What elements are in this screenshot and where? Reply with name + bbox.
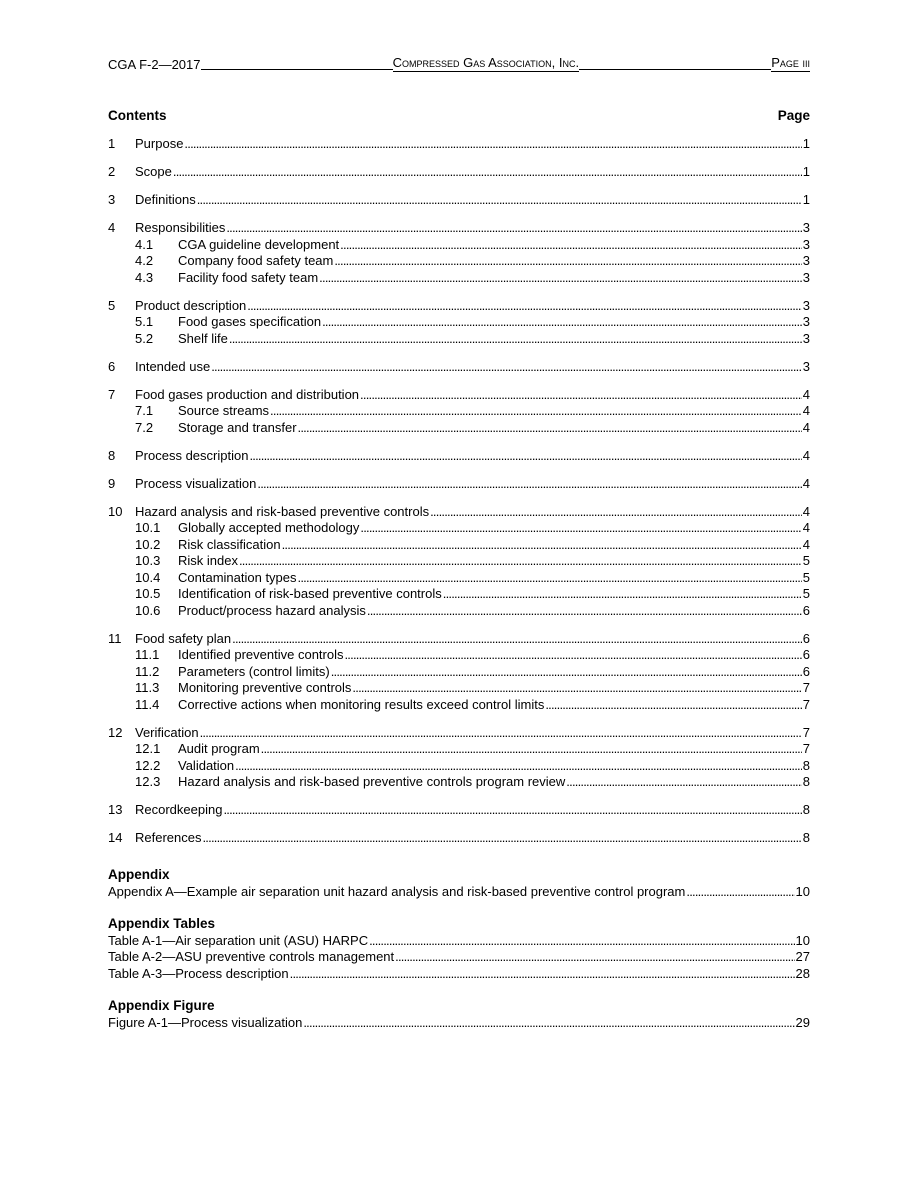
entry-page-number: 8	[802, 757, 810, 773]
dot-leader	[344, 647, 801, 664]
entry-page-number: 4	[802, 520, 810, 535]
entry-page-number: 4	[802, 403, 810, 418]
entry-title[interactable]: Table A-2—ASU preventive controls management	[108, 949, 395, 964]
entry-title[interactable]: Verification	[135, 724, 199, 740]
dot-leader	[184, 136, 801, 153]
dot-leader	[211, 359, 802, 376]
entry-page-number: 10	[795, 932, 810, 948]
entry-number: 11	[108, 630, 122, 646]
toc-entry[interactable]	[108, 949, 810, 966]
dot-leader	[232, 631, 802, 648]
entry-title[interactable]: Globally accepted methodology	[178, 520, 360, 535]
dot-leader	[303, 1015, 794, 1032]
entry-page-number: 4	[802, 386, 810, 402]
entry-title[interactable]: Risk classification	[178, 536, 281, 552]
entry-title[interactable]: Food gases production and distribution	[135, 386, 360, 402]
entry-title[interactable]: Source streams	[178, 403, 270, 418]
appendix-heading: Appendix Tables	[108, 916, 216, 931]
toc-entry[interactable]	[108, 298, 810, 315]
entry-title[interactable]: Company food safety team	[178, 253, 334, 268]
entry-title[interactable]: Storage and transfer	[178, 419, 297, 435]
entry-number: 1	[108, 136, 116, 151]
entry-page-number: 29	[795, 1014, 810, 1030]
toc-entry[interactable]	[108, 1015, 810, 1032]
entry-number: 7.2	[135, 419, 154, 435]
entry-page-number: 6	[802, 602, 810, 618]
header-rule	[201, 69, 393, 70]
entry-page-number: 3	[802, 330, 810, 346]
entry-title[interactable]: Parameters (control limits)	[178, 663, 330, 679]
entry-title[interactable]: Contamination types	[178, 569, 297, 585]
toc-section-group	[108, 476, 810, 493]
entry-page-number: 7	[802, 696, 810, 712]
toc-section-group	[108, 136, 810, 153]
dot-leader	[261, 741, 802, 758]
entry-page-number: 3	[802, 314, 810, 329]
toc-section-group	[108, 725, 810, 791]
toc-subentry[interactable]	[108, 741, 810, 758]
appendix-heading: Appendix	[108, 867, 170, 882]
toc-entry[interactable]	[108, 387, 810, 404]
toc-section-group	[108, 298, 810, 348]
toc-subentry[interactable]	[108, 331, 810, 348]
toc-subentry[interactable]	[108, 680, 810, 697]
dot-leader	[298, 570, 802, 587]
entry-title[interactable]: Process visualization	[135, 475, 257, 491]
toc-subentry[interactable]	[108, 553, 810, 570]
entry-number: 7.1	[135, 403, 154, 418]
entry-page-number: 7	[802, 680, 810, 695]
entry-title[interactable]: Facility food safety team	[178, 269, 319, 285]
entry-number: 12.2	[135, 757, 161, 773]
entry-title[interactable]: Table A-3—Process description	[108, 965, 289, 981]
toc-entry[interactable]	[108, 448, 810, 465]
toc-entry[interactable]	[108, 830, 810, 847]
header-page-number: Page iii	[771, 55, 810, 70]
dot-leader	[202, 830, 801, 847]
entry-number: 11.1	[135, 647, 160, 662]
appendix-section	[108, 867, 810, 900]
contents-title: Contents	[108, 108, 167, 123]
entry-number: 11.4	[135, 696, 160, 712]
toc-section-group	[108, 504, 810, 620]
header-publisher: Compressed Gas Association, Inc.	[392, 55, 580, 70]
toc-section-group	[108, 802, 810, 819]
entry-page-number: 6	[802, 630, 810, 646]
entry-title[interactable]: Audit program	[178, 741, 260, 756]
toc-subentry[interactable]	[108, 586, 810, 603]
toc-section-group	[108, 631, 810, 714]
entry-page-number: 4	[802, 475, 810, 491]
toc-subentry[interactable]	[108, 270, 810, 287]
entry-number: 7	[108, 386, 116, 402]
header-document-id: CGA F-2—2017	[108, 57, 201, 72]
toc-entry[interactable]	[108, 359, 810, 376]
entry-page-number: 5	[802, 553, 810, 568]
entry-page-number: 27	[795, 949, 810, 964]
toc-entry[interactable]	[108, 504, 810, 521]
toc-entry[interactable]	[108, 164, 810, 181]
entry-title[interactable]: Recordkeeping	[135, 802, 223, 817]
toc-entry[interactable]	[108, 476, 810, 493]
entry-page-number: 6	[802, 663, 810, 679]
entry-page-number: 5	[802, 569, 810, 585]
toc-entry[interactable]	[108, 220, 810, 237]
running-header	[108, 54, 810, 72]
entry-title[interactable]: Corrective actions when monitoring results exceed control limits	[178, 696, 545, 712]
dot-leader	[290, 966, 795, 983]
entry-number: 10.1	[135, 520, 161, 535]
entry-number: 12	[108, 724, 123, 740]
entry-page-number: 3	[802, 253, 810, 268]
entry-title[interactable]: CGA guideline development	[178, 236, 340, 252]
dot-leader	[322, 314, 802, 331]
entry-title[interactable]: Figure A-1—Process visualization	[108, 1014, 303, 1030]
entry-number: 9	[108, 475, 116, 491]
toc-section-group	[108, 830, 810, 847]
entry-page-number: 7	[802, 724, 810, 740]
header-rule	[579, 69, 771, 70]
entry-page-number: 3	[802, 358, 810, 374]
toc-section-group	[108, 448, 810, 465]
toc-section-group	[108, 164, 810, 181]
entry-number: 10.3	[135, 553, 161, 568]
toc-subentry[interactable]	[108, 420, 810, 437]
appendix-heading: Appendix Figure	[108, 998, 215, 1013]
dot-leader	[226, 220, 801, 237]
entry-number: 4.3	[135, 269, 154, 285]
entry-page-number: 5	[802, 586, 810, 601]
appendix-figure-section	[108, 998, 810, 1031]
entry-number: 10.5	[135, 586, 161, 601]
dot-leader	[430, 504, 802, 521]
entry-number: 5.2	[135, 330, 154, 346]
toc-subentry[interactable]	[108, 758, 810, 775]
toc-subentry[interactable]	[108, 237, 810, 254]
dot-leader	[395, 949, 794, 966]
entry-title[interactable]: Food gases specification	[178, 314, 322, 329]
entry-number: 2	[108, 164, 116, 179]
entry-title[interactable]: Shelf life	[178, 330, 228, 346]
entry-title[interactable]: Purpose	[135, 136, 184, 151]
toc-subentry[interactable]	[108, 647, 810, 664]
entry-number: 14	[108, 830, 123, 845]
entry-page-number: 1	[802, 192, 810, 207]
toc-subentry[interactable]	[108, 520, 810, 537]
entry-number: 10	[108, 503, 123, 519]
entry-title[interactable]: Process description	[135, 447, 249, 463]
entry-title[interactable]: Product/process hazard analysis	[178, 602, 366, 618]
entry-page-number: 10	[795, 883, 810, 899]
entry-number: 10.4	[135, 569, 161, 585]
entry-page-number: 8	[802, 830, 810, 845]
dot-leader	[331, 664, 802, 681]
toc-entry[interactable]	[108, 725, 810, 742]
entry-page-number: 8	[802, 802, 810, 817]
toc-subentry[interactable]	[108, 570, 810, 587]
toc-subentry[interactable]	[108, 253, 810, 270]
entry-number: 10.6	[135, 602, 161, 618]
toc-entry[interactable]	[108, 966, 810, 983]
toc-subentry[interactable]	[108, 603, 810, 620]
entry-number: 4.2	[135, 253, 154, 268]
entry-number: 12.1	[135, 741, 161, 756]
toc-section-group	[108, 387, 810, 437]
entry-title[interactable]: Definitions	[135, 192, 196, 207]
dot-leader	[352, 680, 801, 697]
dot-leader	[367, 603, 802, 620]
entry-title[interactable]: Risk index	[178, 553, 238, 568]
entry-page-number: 3	[802, 220, 810, 235]
entry-number: 6	[108, 358, 116, 374]
entry-page-number: 7	[802, 741, 810, 756]
toc-subentry[interactable]	[108, 403, 810, 420]
entry-page-number: 28	[795, 965, 810, 981]
toc-subentry[interactable]	[108, 774, 810, 791]
dot-leader	[443, 586, 802, 603]
contents-page-label: Page	[777, 108, 810, 123]
entry-title[interactable]: Appendix A—Example air separation unit hazard analysis and risk-based preventive control program	[108, 883, 686, 899]
table-of-contents	[108, 136, 810, 858]
entry-number: 11.2	[135, 663, 160, 679]
entry-title[interactable]: Hazard analysis and risk-based preventive controls program review	[178, 774, 566, 789]
entry-number: 8	[108, 447, 116, 463]
dot-leader	[360, 520, 801, 537]
toc-section-group	[108, 359, 810, 376]
entry-title[interactable]: Scope	[135, 164, 172, 179]
dot-leader	[566, 774, 801, 791]
dot-leader	[249, 448, 801, 465]
entry-page-number: 3	[802, 297, 810, 313]
dot-leader	[247, 298, 801, 315]
entry-title[interactable]: Intended use	[135, 358, 211, 374]
entry-number: 4	[108, 220, 116, 235]
entry-title[interactable]: Identification of risk-based preventive controls	[178, 586, 442, 601]
entry-page-number: 6	[802, 647, 810, 662]
appendix-tables-section	[108, 916, 810, 982]
entry-page-number: 1	[802, 136, 810, 151]
dot-leader	[270, 403, 802, 420]
toc-entry[interactable]	[108, 802, 810, 819]
dot-leader	[235, 758, 802, 775]
entry-page-number: 3	[802, 236, 810, 252]
entry-page-number: 4	[802, 536, 810, 552]
entry-page-number: 3	[802, 269, 810, 285]
entry-title[interactable]: References	[135, 830, 202, 845]
entry-title[interactable]: Identified preventive controls	[178, 647, 344, 662]
toc-entry[interactable]	[108, 136, 810, 153]
entry-page-number: 4	[802, 503, 810, 519]
toc-entry[interactable]	[108, 933, 810, 950]
entry-title[interactable]: Monitoring preventive controls	[178, 680, 352, 695]
entry-page-number: 1	[802, 164, 810, 179]
entry-number: 5	[108, 297, 116, 313]
dot-leader	[197, 192, 802, 209]
entry-number: 10.2	[135, 536, 161, 552]
dot-leader	[360, 387, 802, 404]
entry-title[interactable]: Product description	[135, 297, 247, 313]
contents-heading	[108, 108, 810, 123]
dot-leader	[257, 476, 801, 493]
dot-leader	[173, 164, 802, 181]
entry-title[interactable]: Validation	[178, 757, 235, 773]
entry-title[interactable]: Food safety plan	[135, 630, 232, 646]
dot-leader	[200, 725, 802, 742]
entry-page-number: 4	[802, 419, 810, 435]
entry-title[interactable]: Hazard analysis and risk-based preventive controls	[135, 503, 430, 519]
dot-leader	[369, 933, 794, 950]
entry-title[interactable]: Responsibilities	[135, 220, 226, 235]
dot-leader	[229, 331, 802, 348]
entry-number: 3	[108, 192, 116, 207]
toc-subentry[interactable]	[108, 664, 810, 681]
entry-number: 13	[108, 802, 123, 817]
entry-number: 11.3	[135, 680, 160, 695]
entry-title[interactable]: Table A-1—Air separation unit (ASU) HARPC	[108, 932, 369, 948]
dot-leader	[239, 553, 802, 570]
dot-leader	[340, 237, 802, 254]
toc-subentry[interactable]	[108, 537, 810, 554]
toc-subentry[interactable]	[108, 314, 810, 331]
dot-leader	[319, 270, 802, 287]
toc-entry[interactable]	[108, 631, 810, 648]
toc-entry[interactable]	[108, 884, 810, 901]
toc-section-group	[108, 220, 810, 286]
dot-leader	[686, 884, 794, 901]
entry-number: 12.3	[135, 774, 161, 789]
dot-leader	[334, 253, 801, 270]
entry-page-number: 8	[802, 774, 810, 789]
toc-section-group	[108, 192, 810, 209]
dot-leader	[282, 537, 802, 554]
toc-entry[interactable]	[108, 192, 810, 209]
dot-leader	[298, 420, 802, 437]
toc-subentry[interactable]	[108, 697, 810, 714]
dot-leader	[223, 802, 801, 819]
entry-number: 4.1	[135, 236, 154, 252]
dot-leader	[545, 697, 801, 714]
entry-page-number: 4	[802, 447, 810, 463]
entry-number: 5.1	[135, 314, 154, 329]
